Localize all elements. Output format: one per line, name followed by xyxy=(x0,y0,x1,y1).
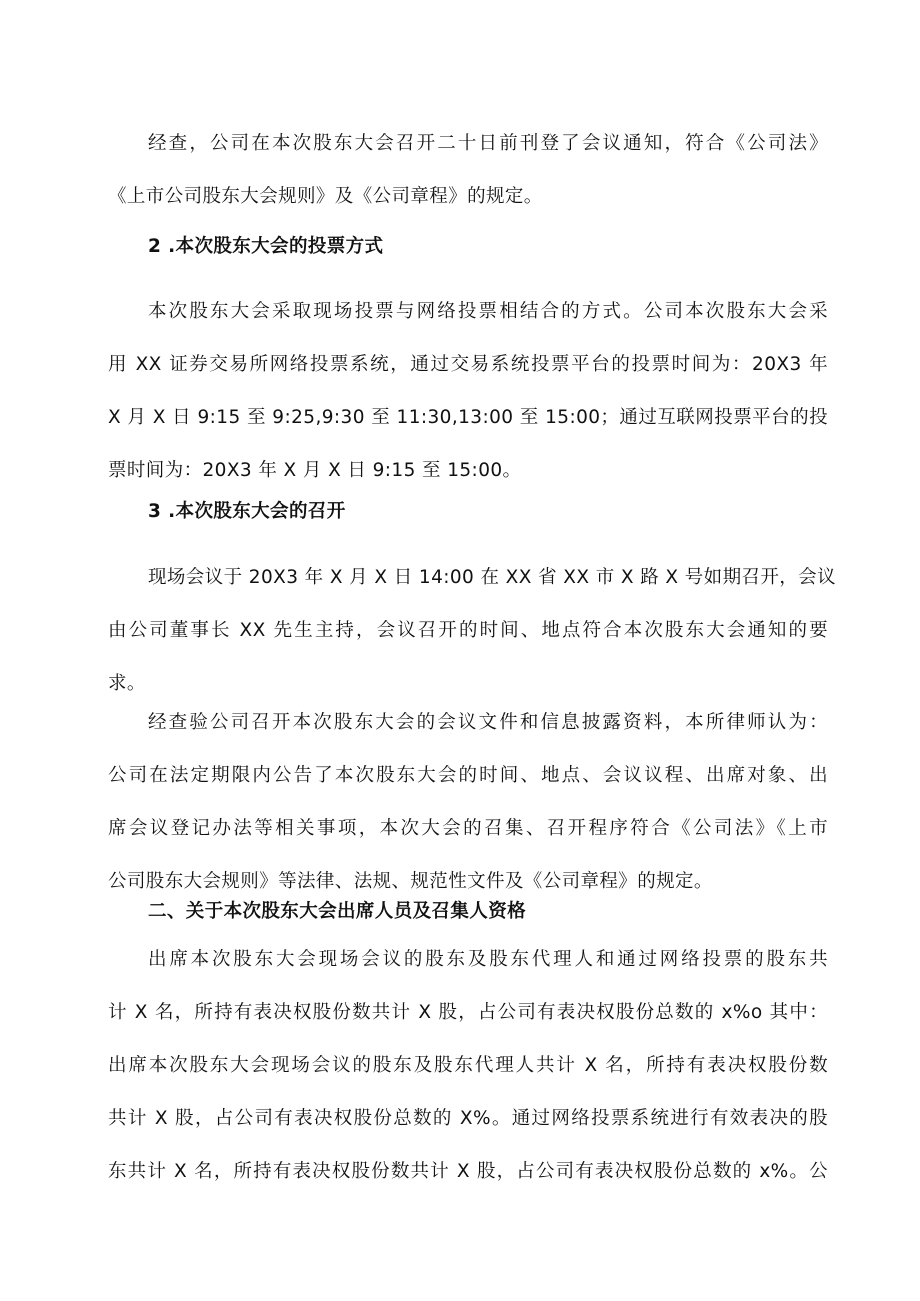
paragraph-notice-check xyxy=(108,117,828,223)
text-line: 共计 X 股，占公司有表决权股份总数的 X%。通过网络投票系统进行有效表决的股 xyxy=(108,1108,828,1129)
text-line: X 月 X 日 9:15 至 9:25,9:30 至 11:30,13:00 至 15:00；通过互联网投票平台的投 xyxy=(108,407,828,428)
text-line: 用 XX 证券交易所网络投票系统，通过交易系统投票平台的投票时间为：20X3 年 xyxy=(108,354,828,375)
text-line: 公司股东大会规则》等法律、法规、规范性文件及《公司章程》的规定。 xyxy=(108,871,713,892)
text-line: 求。 xyxy=(108,673,146,694)
text-line: 经查验公司召开本次股东大会的会议文件和信息披露资料，本所律师认为： xyxy=(148,712,828,733)
text-line: 票时间为：20X3 年 X 月 X 日 9:15 至 15:00。 xyxy=(108,460,522,481)
text-line: 经查，公司在本次股东大会召开二十日前刊登了会议通知，符合《公司法》 xyxy=(148,133,828,154)
paragraph-meeting-convened xyxy=(108,551,836,710)
paragraph-attendees xyxy=(108,933,828,1198)
section-heading-voting-method: 2 .本次股东大会的投票方式 xyxy=(148,236,384,257)
text-line: 由公司董事长 XX 先生主持，会议召开的时间、地点符合本次股东大会通知的要 xyxy=(108,620,828,641)
text-line: 出席本次股东大会现场会议的股东及股东代理人共计 X 名，所持有表决权股份数 xyxy=(108,1055,828,1076)
text-line: 本次股东大会采取现场投票与网络投票相结合的方式。公司本次股东大会采 xyxy=(148,301,828,322)
text-line: 东共计 X 名，所持有表决权股份数共计 X 股，占公司有表决权股份总数的 x%。公 xyxy=(108,1161,828,1182)
text-line: 出席本次股东大会现场会议的股东及股东代理人和通过网络投票的股东共 xyxy=(148,949,828,970)
section-heading-attendees: 二、关于本次股东大会出席人员及召集人资格 xyxy=(148,901,527,922)
text-line: 现场会议于 20X3 年 X 月 X 日 14:00 在 XX 省 XX 市 X 路 X 号如期召开，会议 xyxy=(148,567,836,588)
paragraph-lawyer-opinion xyxy=(108,696,828,908)
text-line: 计 X 名，所持有表决权股份数共计 X 股，占公司有表决权股份总数的 x%o 其中： xyxy=(108,1002,828,1023)
text-line: 席会议登记办法等相关事项，本次大会的召集、召开程序符合《公司法》《上市 xyxy=(108,818,828,839)
section-heading-meeting-convened: 3 .本次股东大会的召开 xyxy=(148,501,346,522)
text-line: 《上市公司股东大会规则》及《公司章程》的规定。 xyxy=(108,186,543,207)
text-line: 公司在法定期限内公告了本次股东大会的时间、地点、会议议程、出席对象、出 xyxy=(108,765,828,786)
paragraph-voting-method xyxy=(108,285,828,497)
